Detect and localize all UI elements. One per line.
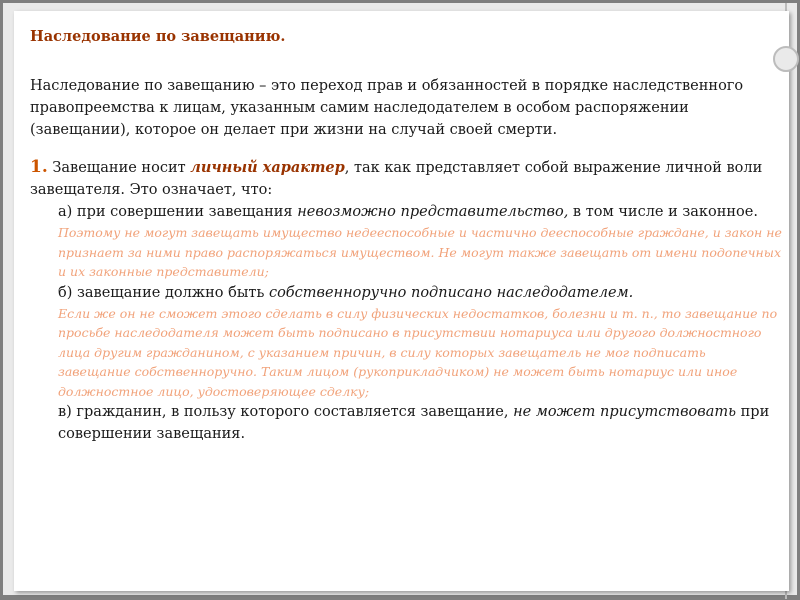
item-c-emphasis: не может присутствовать	[513, 404, 737, 420]
content	[30, 27, 782, 445]
item-a	[30, 201, 782, 223]
item-b-note: Если же он не сможет этого сделать в силу физических недостатков, болезни и т. п., то завещание по просьбе наследодателя может быть подписано в присутствии нотариуса или другого должностного лица другим гражданином, с указанием причин, в силу которых завещатель не мог подписать завещание собственноручно. Таким лицом (рукоприкладчиком) не может быть нотариус или иное должностное лицо, удостоверяющее сделку;	[58, 305, 778, 399]
content-card	[14, 11, 789, 591]
item-a-prefix: а) при совершении завещания	[58, 204, 293, 220]
point-1-emphasis: личный характер	[190, 159, 345, 176]
point-1-text-before: Завещание носит	[52, 160, 186, 176]
item-a-note: Поэтому не могут завещать имущество недееспособные и частично дееспособные граждане, и закон не признает за ними право распоряжаться имуществом. Не могут также завещать от имени подопечных и их законные представители;	[58, 225, 782, 279]
item-c-prefix: в) гражданин, в пользу которого составляется завещание,	[58, 404, 509, 420]
slide	[3, 3, 797, 595]
point-number: 1.	[30, 157, 48, 177]
decorative-circle	[773, 46, 799, 72]
slide-title: Наследование по завещанию.	[30, 28, 286, 45]
item-a-emphasis: невозможно представительство,	[297, 204, 569, 220]
item-c	[30, 401, 782, 445]
item-c-suffix: при совершении завещания.	[58, 404, 770, 442]
point-1-text-after: , так как представляет собой выражение личной воли завещателя. Это означает, что:	[30, 160, 763, 198]
item-a-suffix: в том числе и законное.	[572, 204, 758, 220]
point-1	[30, 156, 782, 201]
item-b-emphasis: собственноручно подписано наследодателем.	[268, 284, 634, 301]
item-b	[30, 282, 782, 304]
item-b-prefix: б) завещание должно быть	[58, 284, 265, 301]
definition-paragraph: Наследование по завещанию – это переход прав и обязанностей в порядке наследственного правопреемства к лицам, указанным самим наследодателем в особом распоряжении (завещании), которое он делает при жизни на случай своей смерти.	[30, 78, 744, 138]
